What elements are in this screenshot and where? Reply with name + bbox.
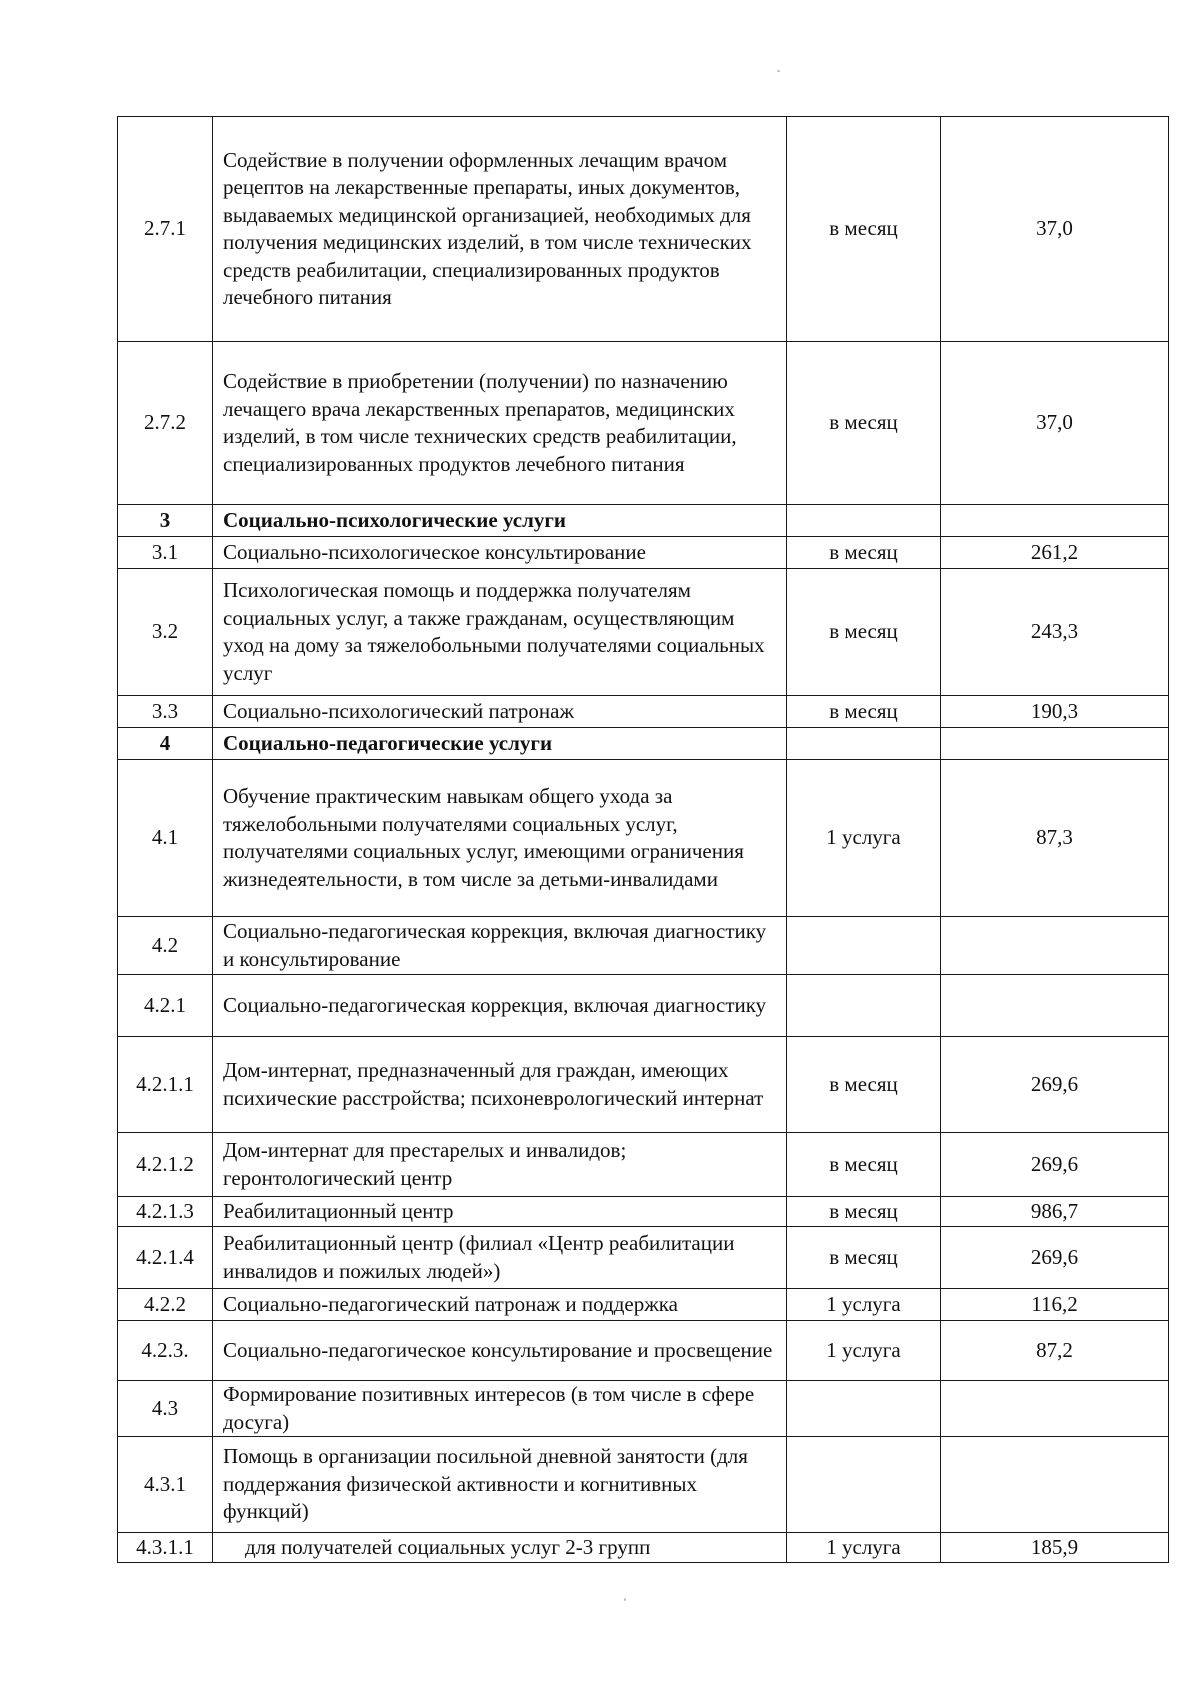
service-name: для получателей социальных услуг 2-3 групп bbox=[213, 1533, 787, 1563]
service-name: Содействие в приобретении (получении) по назначению лечащего врача лекарственных препаратов, медицинских изделий, в том числе технических средств реабилитации, специализированных продуктов лечебного питания bbox=[213, 342, 787, 505]
row-number: 4.2.1 bbox=[118, 975, 213, 1037]
service-name: Обучение практическим навыкам общего ухода за тяжелобольными получателями социальных услуг, получателями социальных услуг, имеющими ограничения жизнедеятельности, в том числе за детьми-инвалидами bbox=[213, 760, 787, 917]
service-name: Дом-интернат, предназначенный для граждан, имеющих психические расстройства; психоневрологический интернат bbox=[213, 1037, 787, 1133]
price-cell: 116,2 bbox=[941, 1289, 1169, 1321]
unit-cell bbox=[787, 1381, 941, 1437]
table-row bbox=[118, 760, 1169, 917]
service-name: Социально-педагогический патронаж и поддержка bbox=[213, 1289, 787, 1321]
price-cell: 261,2 bbox=[941, 537, 1169, 569]
unit-cell: 1 услуга bbox=[787, 1321, 941, 1381]
unit-cell: в месяц bbox=[787, 1037, 941, 1133]
section-row bbox=[118, 728, 1169, 760]
price-cell: 37,0 bbox=[941, 117, 1169, 342]
price-cell: 37,0 bbox=[941, 342, 1169, 505]
price-cell bbox=[941, 1381, 1169, 1437]
table-row bbox=[118, 342, 1169, 505]
table-row bbox=[118, 1037, 1169, 1133]
unit-cell: в месяц bbox=[787, 1227, 941, 1289]
price-cell: 269,6 bbox=[941, 1037, 1169, 1133]
section-title: Социально-психологические услуги bbox=[213, 505, 787, 537]
table-row bbox=[118, 1197, 1169, 1227]
price-cell: 185,9 bbox=[941, 1533, 1169, 1563]
price-cell: 986,7 bbox=[941, 1197, 1169, 1227]
table-row bbox=[118, 1321, 1169, 1381]
service-name: Социально-психологическое консультирование bbox=[213, 537, 787, 569]
unit-cell: в месяц bbox=[787, 696, 941, 728]
table-row bbox=[118, 1381, 1169, 1437]
service-name: Реабилитационный центр bbox=[213, 1197, 787, 1227]
price-cell bbox=[941, 505, 1169, 537]
unit-cell bbox=[787, 917, 941, 975]
table-row bbox=[118, 569, 1169, 696]
row-number: 4.2.2 bbox=[118, 1289, 213, 1321]
tariff-table-body bbox=[118, 117, 1169, 1563]
price-cell: 269,6 bbox=[941, 1133, 1169, 1197]
section-title: Социально-педагогические услуги bbox=[213, 728, 787, 760]
unit-cell bbox=[787, 1437, 941, 1533]
table-row bbox=[118, 1133, 1169, 1197]
table-row bbox=[118, 537, 1169, 569]
table-row bbox=[118, 1437, 1169, 1533]
row-number: 3.3 bbox=[118, 696, 213, 728]
unit-cell: 1 услуга bbox=[787, 1289, 941, 1321]
service-name: Содействие в получении оформленных лечащим врачом рецептов на лекарственные препараты, иных документов, выдаваемых медицинской организацией, необходимых для получения медицинских изделий, в том числе технических средств реабилитации, специализированных продуктов лечебного питания bbox=[213, 117, 787, 342]
table-row bbox=[118, 975, 1169, 1037]
service-name: Дом-интернат для престарелых и инвалидов; геронтологический центр bbox=[213, 1133, 787, 1197]
row-number: 4.3.1.1 bbox=[118, 1533, 213, 1563]
row-number: 2.7.2 bbox=[118, 342, 213, 505]
unit-cell: 1 услуга bbox=[787, 1533, 941, 1563]
service-name: Помощь в организации посильной дневной занятости (для поддержания физической активности и когнитивных функций) bbox=[213, 1437, 787, 1533]
service-name: Реабилитационный центр (филиал «Центр реабилитации инвалидов и пожилых людей») bbox=[213, 1227, 787, 1289]
row-number: 4.2.1.3 bbox=[118, 1197, 213, 1227]
unit-cell bbox=[787, 505, 941, 537]
table-row bbox=[118, 117, 1169, 342]
row-number: 4.2.3. bbox=[118, 1321, 213, 1381]
service-name: Социально-педагогическая коррекция, включая диагностику и консультирование bbox=[213, 917, 787, 975]
unit-cell: в месяц bbox=[787, 1133, 941, 1197]
unit-cell bbox=[787, 728, 941, 760]
row-number: 4.2.1.4 bbox=[118, 1227, 213, 1289]
unit-cell: в месяц bbox=[787, 342, 941, 505]
price-cell: 269,6 bbox=[941, 1227, 1169, 1289]
unit-cell: в месяц bbox=[787, 569, 941, 696]
unit-cell: 1 услуга bbox=[787, 760, 941, 917]
unit-cell: в месяц bbox=[787, 1197, 941, 1227]
row-number: 4.2.1.2 bbox=[118, 1133, 213, 1197]
row-number: 4.3 bbox=[118, 1381, 213, 1437]
service-name: Социально-педагогическое консультирование и просвещение bbox=[213, 1321, 787, 1381]
price-cell bbox=[941, 728, 1169, 760]
table-row bbox=[118, 1533, 1169, 1563]
row-number: 4.2 bbox=[118, 917, 213, 975]
unit-cell: в месяц bbox=[787, 537, 941, 569]
table-row bbox=[118, 696, 1169, 728]
price-cell: 87,3 bbox=[941, 760, 1169, 917]
row-number: 4.2.1.1 bbox=[118, 1037, 213, 1133]
row-number: 3.2 bbox=[118, 569, 213, 696]
table-row bbox=[118, 917, 1169, 975]
price-cell bbox=[941, 917, 1169, 975]
price-cell: 243,3 bbox=[941, 569, 1169, 696]
row-number: 4.3.1 bbox=[118, 1437, 213, 1533]
price-cell bbox=[941, 975, 1169, 1037]
row-number: 3.1 bbox=[118, 537, 213, 569]
unit-cell bbox=[787, 975, 941, 1037]
row-number: 4.1 bbox=[118, 760, 213, 917]
table-row bbox=[118, 1227, 1169, 1289]
price-cell: 87,2 bbox=[941, 1321, 1169, 1381]
row-number: 2.7.1 bbox=[118, 117, 213, 342]
price-cell: 190,3 bbox=[941, 696, 1169, 728]
table-row bbox=[118, 1289, 1169, 1321]
section-number: 4 bbox=[118, 728, 213, 760]
service-name: Социально-педагогическая коррекция, включая диагностику bbox=[213, 975, 787, 1037]
section-row bbox=[118, 505, 1169, 537]
service-name: Психологическая помощь и поддержка получателям социальных услуг, а также гражданам, осуществляющим уход на дому за тяжелобольными получателями социальных услуг bbox=[213, 569, 787, 696]
scan-speck bbox=[624, 1598, 626, 1601]
scan-speck bbox=[777, 70, 780, 72]
section-number: 3 bbox=[118, 505, 213, 537]
price-cell bbox=[941, 1437, 1169, 1533]
service-name: Социально-психологический патронаж bbox=[213, 696, 787, 728]
service-name: Формирование позитивных интересов (в том числе в сфере досуга) bbox=[213, 1381, 787, 1437]
tariff-table bbox=[117, 116, 1169, 1563]
unit-cell: в месяц bbox=[787, 117, 941, 342]
